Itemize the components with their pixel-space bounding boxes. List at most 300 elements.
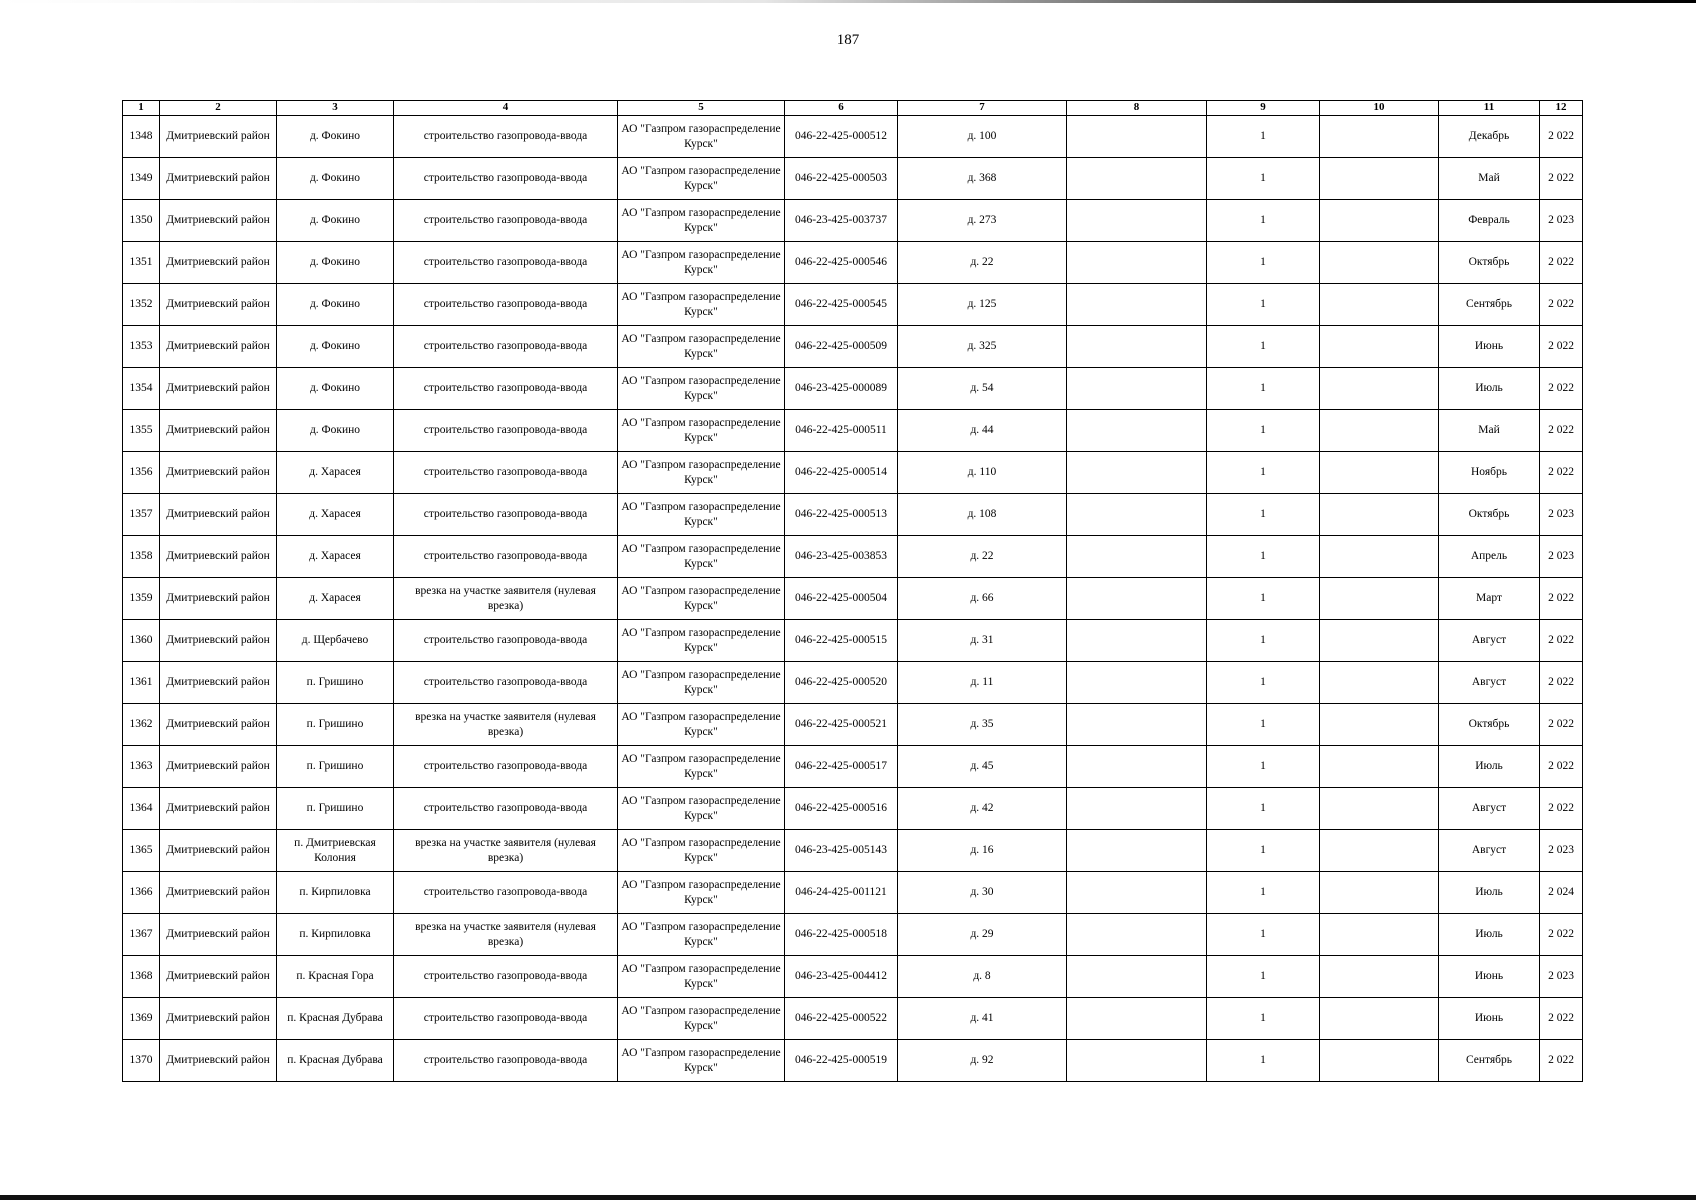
registry-number-cell: 046-24-425-001121 <box>785 872 898 914</box>
scan-edge-bottom <box>0 1195 1696 1200</box>
col8-cell <box>1067 746 1207 788</box>
quantity-cell: 1 <box>1207 368 1320 410</box>
organization-cell: АО "Газпром газораспределение Курск" <box>618 956 785 998</box>
quantity-cell: 1 <box>1207 494 1320 536</box>
col8-cell <box>1067 116 1207 158</box>
month-cell: Август <box>1439 788 1540 830</box>
col8-cell <box>1067 578 1207 620</box>
district-cell: Дмитриевский район <box>160 158 277 200</box>
work-type-cell: строительство газопровода-ввода <box>394 158 618 200</box>
column-header: 1 <box>123 101 160 116</box>
col8-cell <box>1067 284 1207 326</box>
registry-number-cell: 046-22-425-000517 <box>785 746 898 788</box>
month-cell: Август <box>1439 830 1540 872</box>
quantity-cell: 1 <box>1207 746 1320 788</box>
registry-number-cell: 046-23-425-005143 <box>785 830 898 872</box>
table-row <box>123 410 1583 452</box>
house-cell: д. 8 <box>898 956 1067 998</box>
settlement-cell: д. Фокино <box>277 116 394 158</box>
row-number: 1359 <box>123 578 160 620</box>
registry-number-cell: 046-22-425-000513 <box>785 494 898 536</box>
organization-cell: АО "Газпром газораспределение Курск" <box>618 158 785 200</box>
year-cell: 2 022 <box>1540 410 1583 452</box>
row-number: 1349 <box>123 158 160 200</box>
col8-cell <box>1067 872 1207 914</box>
district-cell: Дмитриевский район <box>160 1040 277 1082</box>
district-cell: Дмитриевский район <box>160 368 277 410</box>
settlement-cell: д. Щербачево <box>277 620 394 662</box>
work-type-cell: врезка на участке заявителя (нулевая врезка) <box>394 578 618 620</box>
district-cell: Дмитриевский район <box>160 578 277 620</box>
organization-cell: АО "Газпром газораспределение Курск" <box>618 326 785 368</box>
row-number: 1351 <box>123 242 160 284</box>
settlement-cell: д. Фокино <box>277 284 394 326</box>
row-number: 1367 <box>123 914 160 956</box>
table-row <box>123 830 1583 872</box>
registry-number-cell: 046-22-425-000515 <box>785 620 898 662</box>
house-cell: д. 41 <box>898 998 1067 1040</box>
settlement-cell: д. Фокино <box>277 368 394 410</box>
registry-number-cell: 046-22-425-000514 <box>785 452 898 494</box>
house-cell: д. 42 <box>898 788 1067 830</box>
year-cell: 2 022 <box>1540 326 1583 368</box>
registry-number-cell: 046-23-425-000089 <box>785 368 898 410</box>
year-cell: 2 022 <box>1540 746 1583 788</box>
row-number: 1366 <box>123 872 160 914</box>
work-type-cell: строительство газопровода-ввода <box>394 536 618 578</box>
district-cell: Дмитриевский район <box>160 662 277 704</box>
row-number: 1348 <box>123 116 160 158</box>
col10-cell <box>1320 116 1439 158</box>
table-row <box>123 872 1583 914</box>
settlement-cell: д. Харасея <box>277 494 394 536</box>
table-row <box>123 536 1583 578</box>
year-cell: 2 023 <box>1540 200 1583 242</box>
column-header: 3 <box>277 101 394 116</box>
col10-cell <box>1320 830 1439 872</box>
quantity-cell: 1 <box>1207 872 1320 914</box>
registry-number-cell: 046-22-425-000520 <box>785 662 898 704</box>
work-type-cell: строительство газопровода-ввода <box>394 242 618 284</box>
house-cell: д. 66 <box>898 578 1067 620</box>
col8-cell <box>1067 158 1207 200</box>
organization-cell: АО "Газпром газораспределение Курск" <box>618 746 785 788</box>
district-cell: Дмитриевский район <box>160 788 277 830</box>
row-number: 1356 <box>123 452 160 494</box>
row-number: 1368 <box>123 956 160 998</box>
col10-cell <box>1320 872 1439 914</box>
year-cell: 2 022 <box>1540 158 1583 200</box>
table-row <box>123 284 1583 326</box>
registry-number-cell: 046-22-425-000504 <box>785 578 898 620</box>
year-cell: 2 022 <box>1540 452 1583 494</box>
column-header: 11 <box>1439 101 1540 116</box>
work-type-cell: строительство газопровода-ввода <box>394 326 618 368</box>
settlement-cell: п. Дмитриевская Колония <box>277 830 394 872</box>
table-row <box>123 914 1583 956</box>
district-cell: Дмитриевский район <box>160 242 277 284</box>
month-cell: Октябрь <box>1439 242 1540 284</box>
organization-cell: АО "Газпром газораспределение Курск" <box>618 872 785 914</box>
house-cell: д. 22 <box>898 242 1067 284</box>
settlement-cell: д. Харасея <box>277 536 394 578</box>
district-cell: Дмитриевский район <box>160 452 277 494</box>
house-cell: д. 44 <box>898 410 1067 452</box>
year-cell: 2 022 <box>1540 788 1583 830</box>
row-number: 1354 <box>123 368 160 410</box>
quantity-cell: 1 <box>1207 704 1320 746</box>
table-row <box>123 788 1583 830</box>
quantity-cell: 1 <box>1207 242 1320 284</box>
col8-cell <box>1067 998 1207 1040</box>
col8-cell <box>1067 200 1207 242</box>
table-row <box>123 998 1583 1040</box>
work-type-cell: строительство газопровода-ввода <box>394 956 618 998</box>
page-number: 187 <box>836 32 860 48</box>
district-cell: Дмитриевский район <box>160 704 277 746</box>
month-cell: Июль <box>1439 368 1540 410</box>
column-header: 4 <box>394 101 618 116</box>
col10-cell <box>1320 368 1439 410</box>
organization-cell: АО "Газпром газораспределение Курск" <box>618 536 785 578</box>
year-cell: 2 023 <box>1540 830 1583 872</box>
settlement-cell: д. Харасея <box>277 452 394 494</box>
work-type-cell: строительство газопровода-ввода <box>394 494 618 536</box>
month-cell: Сентябрь <box>1439 284 1540 326</box>
table-row <box>123 200 1583 242</box>
district-cell: Дмитриевский район <box>160 536 277 578</box>
row-number: 1365 <box>123 830 160 872</box>
registry-number-cell: 046-22-425-000521 <box>785 704 898 746</box>
organization-cell: АО "Газпром газораспределение Курск" <box>618 368 785 410</box>
organization-cell: АО "Газпром газораспределение Курск" <box>618 578 785 620</box>
settlement-cell: п. Красная Гора <box>277 956 394 998</box>
year-cell: 2 022 <box>1540 914 1583 956</box>
col10-cell <box>1320 452 1439 494</box>
month-cell: Март <box>1439 578 1540 620</box>
col8-cell <box>1067 326 1207 368</box>
house-cell: д. 92 <box>898 1040 1067 1082</box>
month-cell: Май <box>1439 410 1540 452</box>
work-type-cell: строительство газопровода-ввода <box>394 788 618 830</box>
district-cell: Дмитриевский район <box>160 410 277 452</box>
house-cell: д. 29 <box>898 914 1067 956</box>
row-number: 1357 <box>123 494 160 536</box>
registry-number-cell: 046-22-425-000512 <box>785 116 898 158</box>
row-number: 1360 <box>123 620 160 662</box>
col8-cell <box>1067 536 1207 578</box>
column-header: 9 <box>1207 101 1320 116</box>
settlement-cell: д. Фокино <box>277 410 394 452</box>
col10-cell <box>1320 788 1439 830</box>
organization-cell: АО "Газпром газораспределение Курск" <box>618 788 785 830</box>
column-header: 2 <box>160 101 277 116</box>
settlement-cell: д. Фокино <box>277 326 394 368</box>
month-cell: Август <box>1439 662 1540 704</box>
settlement-cell: п. Кирпиловка <box>277 914 394 956</box>
col8-cell <box>1067 956 1207 998</box>
work-type-cell: врезка на участке заявителя (нулевая врезка) <box>394 704 618 746</box>
quantity-cell: 1 <box>1207 326 1320 368</box>
row-number: 1364 <box>123 788 160 830</box>
organization-cell: АО "Газпром газораспределение Курск" <box>618 116 785 158</box>
registry-number-cell: 046-22-425-000518 <box>785 914 898 956</box>
house-cell: д. 100 <box>898 116 1067 158</box>
house-cell: д. 125 <box>898 284 1067 326</box>
col10-cell <box>1320 578 1439 620</box>
work-type-cell: строительство газопровода-ввода <box>394 116 618 158</box>
registry-number-cell: 046-22-425-000503 <box>785 158 898 200</box>
work-type-cell: строительство газопровода-ввода <box>394 620 618 662</box>
house-cell: д. 325 <box>898 326 1067 368</box>
house-cell: д. 11 <box>898 662 1067 704</box>
settlement-cell: п. Кирпиловка <box>277 872 394 914</box>
column-header: 6 <box>785 101 898 116</box>
registry-number-cell: 046-22-425-000509 <box>785 326 898 368</box>
col8-cell <box>1067 704 1207 746</box>
organization-cell: АО "Газпром газораспределение Курск" <box>618 200 785 242</box>
year-cell: 2 024 <box>1540 872 1583 914</box>
row-number: 1363 <box>123 746 160 788</box>
organization-cell: АО "Газпром газораспределение Курск" <box>618 452 785 494</box>
year-cell: 2 022 <box>1540 578 1583 620</box>
quantity-cell: 1 <box>1207 914 1320 956</box>
work-type-cell: строительство газопровода-ввода <box>394 662 618 704</box>
column-header: 12 <box>1540 101 1583 116</box>
settlement-cell: д. Фокино <box>277 200 394 242</box>
col8-cell <box>1067 368 1207 410</box>
organization-cell: АО "Газпром газораспределение Курск" <box>618 998 785 1040</box>
col8-cell <box>1067 242 1207 284</box>
district-cell: Дмитриевский район <box>160 746 277 788</box>
month-cell: Ноябрь <box>1439 452 1540 494</box>
col10-cell <box>1320 1040 1439 1082</box>
row-number: 1361 <box>123 662 160 704</box>
col10-cell <box>1320 998 1439 1040</box>
settlement-cell: д. Фокино <box>277 242 394 284</box>
row-number: 1355 <box>123 410 160 452</box>
row-number: 1352 <box>123 284 160 326</box>
table-row <box>123 158 1583 200</box>
month-cell: Февраль <box>1439 200 1540 242</box>
col10-cell <box>1320 326 1439 368</box>
col8-cell <box>1067 1040 1207 1082</box>
month-cell: Май <box>1439 158 1540 200</box>
work-type-cell: строительство газопровода-ввода <box>394 200 618 242</box>
table-row <box>123 326 1583 368</box>
year-cell: 2 022 <box>1540 368 1583 410</box>
year-cell: 2 022 <box>1540 998 1583 1040</box>
month-cell: Июль <box>1439 914 1540 956</box>
col8-cell <box>1067 494 1207 536</box>
district-cell: Дмитриевский район <box>160 284 277 326</box>
organization-cell: АО "Газпром газораспределение Курск" <box>618 914 785 956</box>
table-row <box>123 494 1583 536</box>
col10-cell <box>1320 704 1439 746</box>
col10-cell <box>1320 410 1439 452</box>
organization-cell: АО "Газпром газораспределение Курск" <box>618 830 785 872</box>
col10-cell <box>1320 536 1439 578</box>
work-type-cell: строительство газопровода-ввода <box>394 410 618 452</box>
col8-cell <box>1067 620 1207 662</box>
work-type-cell: строительство газопровода-ввода <box>394 368 618 410</box>
row-number: 1370 <box>123 1040 160 1082</box>
house-cell: д. 16 <box>898 830 1067 872</box>
year-cell: 2 022 <box>1540 242 1583 284</box>
data-table <box>122 100 1583 1082</box>
col10-cell <box>1320 158 1439 200</box>
house-cell: д. 110 <box>898 452 1067 494</box>
scan-edge-top <box>0 0 1696 3</box>
settlement-cell: п. Красная Дубрава <box>277 1040 394 1082</box>
registry-number-cell: 046-22-425-000516 <box>785 788 898 830</box>
table-body <box>123 116 1583 1082</box>
work-type-cell: строительство газопровода-ввода <box>394 452 618 494</box>
house-cell: д. 108 <box>898 494 1067 536</box>
district-cell: Дмитриевский район <box>160 116 277 158</box>
column-header: 5 <box>618 101 785 116</box>
column-header: 8 <box>1067 101 1207 116</box>
house-cell: д. 54 <box>898 368 1067 410</box>
house-cell: д. 45 <box>898 746 1067 788</box>
district-cell: Дмитриевский район <box>160 494 277 536</box>
table-row <box>123 704 1583 746</box>
house-cell: д. 31 <box>898 620 1067 662</box>
organization-cell: АО "Газпром газораспределение Курск" <box>618 242 785 284</box>
month-cell: Октябрь <box>1439 494 1540 536</box>
registry-number-cell: 046-22-425-000511 <box>785 410 898 452</box>
quantity-cell: 1 <box>1207 284 1320 326</box>
quantity-cell: 1 <box>1207 998 1320 1040</box>
house-cell: д. 22 <box>898 536 1067 578</box>
work-type-cell: врезка на участке заявителя (нулевая врезка) <box>394 830 618 872</box>
settlement-cell: д. Фокино <box>277 158 394 200</box>
registry-number-cell: 046-23-425-003853 <box>785 536 898 578</box>
month-cell: Апрель <box>1439 536 1540 578</box>
year-cell: 2 022 <box>1540 116 1583 158</box>
work-type-cell: врезка на участке заявителя (нулевая врезка) <box>394 914 618 956</box>
organization-cell: АО "Газпром газораспределение Курск" <box>618 284 785 326</box>
quantity-cell: 1 <box>1207 116 1320 158</box>
work-type-cell: строительство газопровода-ввода <box>394 998 618 1040</box>
table-row <box>123 956 1583 998</box>
quantity-cell: 1 <box>1207 158 1320 200</box>
organization-cell: АО "Газпром газораспределение Курск" <box>618 704 785 746</box>
col10-cell <box>1320 200 1439 242</box>
col10-cell <box>1320 746 1439 788</box>
col10-cell <box>1320 284 1439 326</box>
quantity-cell: 1 <box>1207 200 1320 242</box>
quantity-cell: 1 <box>1207 536 1320 578</box>
quantity-cell: 1 <box>1207 662 1320 704</box>
house-cell: д. 30 <box>898 872 1067 914</box>
registry-number-cell: 046-22-425-000522 <box>785 998 898 1040</box>
month-cell: Июнь <box>1439 956 1540 998</box>
registry-number-cell: 046-23-425-004412 <box>785 956 898 998</box>
year-cell: 2 023 <box>1540 956 1583 998</box>
year-cell: 2 023 <box>1540 494 1583 536</box>
col8-cell <box>1067 662 1207 704</box>
month-cell: Август <box>1439 620 1540 662</box>
table-row <box>123 452 1583 494</box>
settlement-cell: п. Гришино <box>277 704 394 746</box>
settlement-cell: п. Гришино <box>277 746 394 788</box>
house-cell: д. 273 <box>898 200 1067 242</box>
month-cell: Июнь <box>1439 326 1540 368</box>
district-cell: Дмитриевский район <box>160 998 277 1040</box>
organization-cell: АО "Газпром газораспределение Курск" <box>618 620 785 662</box>
col10-cell <box>1320 494 1439 536</box>
table-row <box>123 662 1583 704</box>
organization-cell: АО "Газпром газораспределение Курск" <box>618 494 785 536</box>
settlement-cell: д. Харасея <box>277 578 394 620</box>
settlement-cell: п. Гришино <box>277 788 394 830</box>
district-cell: Дмитриевский район <box>160 830 277 872</box>
table-row <box>123 116 1583 158</box>
quantity-cell: 1 <box>1207 788 1320 830</box>
work-type-cell: строительство газопровода-ввода <box>394 872 618 914</box>
row-number: 1358 <box>123 536 160 578</box>
year-cell: 2 022 <box>1540 662 1583 704</box>
month-cell: Октябрь <box>1439 704 1540 746</box>
settlement-cell: п. Гришино <box>277 662 394 704</box>
month-cell: Июль <box>1439 872 1540 914</box>
quantity-cell: 1 <box>1207 830 1320 872</box>
table-row <box>123 242 1583 284</box>
row-number: 1362 <box>123 704 160 746</box>
quantity-cell: 1 <box>1207 956 1320 998</box>
col10-cell <box>1320 914 1439 956</box>
district-cell: Дмитриевский район <box>160 956 277 998</box>
district-cell: Дмитриевский район <box>160 200 277 242</box>
row-number: 1369 <box>123 998 160 1040</box>
registry-number-cell: 046-22-425-000519 <box>785 1040 898 1082</box>
month-cell: Июль <box>1439 746 1540 788</box>
year-cell: 2 023 <box>1540 536 1583 578</box>
quantity-cell: 1 <box>1207 578 1320 620</box>
year-cell: 2 022 <box>1540 620 1583 662</box>
col8-cell <box>1067 452 1207 494</box>
col8-cell <box>1067 830 1207 872</box>
table-row <box>123 620 1583 662</box>
registry-number-cell: 046-22-425-000545 <box>785 284 898 326</box>
table-row <box>123 1040 1583 1082</box>
district-cell: Дмитриевский район <box>160 914 277 956</box>
district-cell: Дмитриевский район <box>160 620 277 662</box>
col8-cell <box>1067 788 1207 830</box>
column-header: 7 <box>898 101 1067 116</box>
month-cell: Сентябрь <box>1439 1040 1540 1082</box>
year-cell: 2 022 <box>1540 1040 1583 1082</box>
quantity-cell: 1 <box>1207 1040 1320 1082</box>
year-cell: 2 022 <box>1540 704 1583 746</box>
organization-cell: АО "Газпром газораспределение Курск" <box>618 1040 785 1082</box>
month-cell: Июнь <box>1439 998 1540 1040</box>
settlement-cell: п. Красная Дубрава <box>277 998 394 1040</box>
district-cell: Дмитриевский район <box>160 872 277 914</box>
organization-cell: АО "Газпром газораспределение Курск" <box>618 662 785 704</box>
table-row <box>123 368 1583 410</box>
quantity-cell: 1 <box>1207 620 1320 662</box>
col10-cell <box>1320 620 1439 662</box>
col10-cell <box>1320 662 1439 704</box>
column-header: 10 <box>1320 101 1439 116</box>
organization-cell: АО "Газпром газораспределение Курск" <box>618 410 785 452</box>
row-number: 1350 <box>123 200 160 242</box>
year-cell: 2 022 <box>1540 284 1583 326</box>
table-row <box>123 746 1583 788</box>
col10-cell <box>1320 956 1439 998</box>
